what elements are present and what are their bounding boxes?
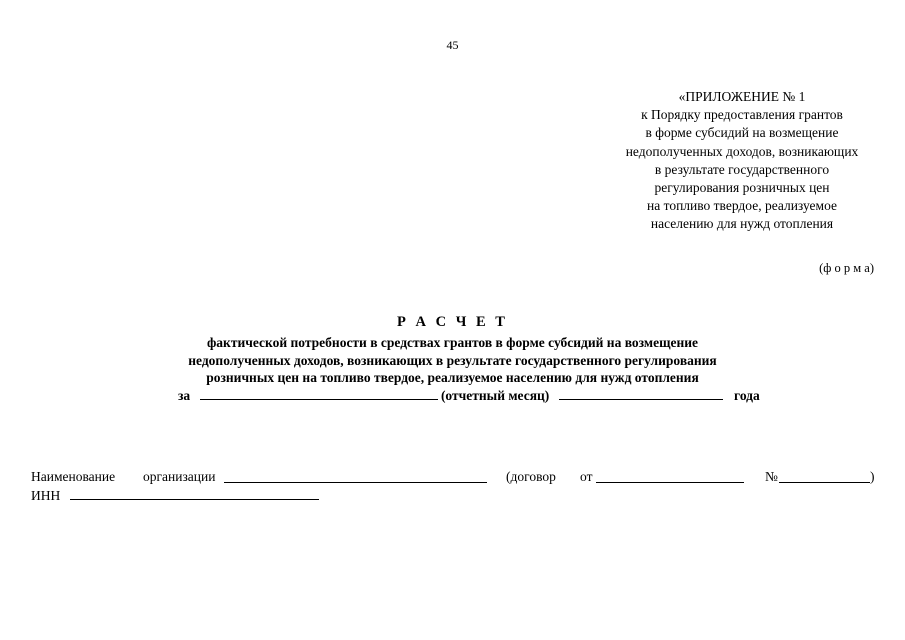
period-month-label: (отчетный месяц) — [440, 388, 550, 403]
subtitle-line: недополученных доходов, возникающих в результате государственного регулирования — [188, 352, 717, 368]
contract-close-paren: ) — [870, 469, 875, 484]
appendix-line: к Порядку предоставления грантов — [641, 107, 843, 123]
contract-from-label: от — [580, 469, 593, 484]
year-blank-field[interactable] — [559, 387, 723, 400]
inn-label: ИНН — [31, 488, 61, 503]
form-label: (ф о р м а) — [819, 261, 874, 275]
page-number: 45 — [446, 38, 459, 52]
org-name-label: Наименование — [31, 469, 116, 484]
appendix-line: «ПРИЛОЖЕНИЕ № 1 — [678, 89, 806, 104]
document-subtitle — [140, 334, 765, 387]
appendix-line: регулирования розничных цен — [654, 180, 830, 196]
org-label: организации — [143, 469, 216, 484]
appendix-header — [608, 88, 876, 234]
contract-label: (договор — [506, 469, 556, 484]
period-blank-field[interactable] — [200, 387, 438, 400]
appendix-line: на топливо твердое, реализуемое — [647, 198, 837, 214]
appendix-line: недополученных доходов, возникающих — [625, 143, 859, 159]
appendix-line: в результате государственного — [654, 161, 830, 177]
appendix-line: в форме субсидий на возмещение — [645, 125, 839, 141]
inn-blank-field[interactable] — [70, 487, 319, 500]
appendix-line: населению для нужд отопления — [650, 216, 834, 232]
period-row — [178, 387, 760, 407]
inn-row — [31, 487, 319, 505]
subtitle-line: розничных цен на топливо твердое, реализуемое населению для нужд отопления — [206, 370, 699, 386]
subtitle-line: фактической потребности в средствах грантов в форме субсидий на возмещение — [206, 335, 699, 350]
period-prefix: за — [178, 388, 191, 403]
document-title: Р А С Ч Е Т — [397, 314, 508, 330]
contract-number-blank-field[interactable] — [779, 470, 870, 483]
organization-blank-field[interactable] — [224, 470, 487, 483]
organization-row — [31, 469, 876, 487]
contract-number-label: № — [765, 469, 778, 484]
contract-date-blank-field[interactable] — [596, 470, 744, 483]
period-suffix: года — [734, 388, 760, 403]
